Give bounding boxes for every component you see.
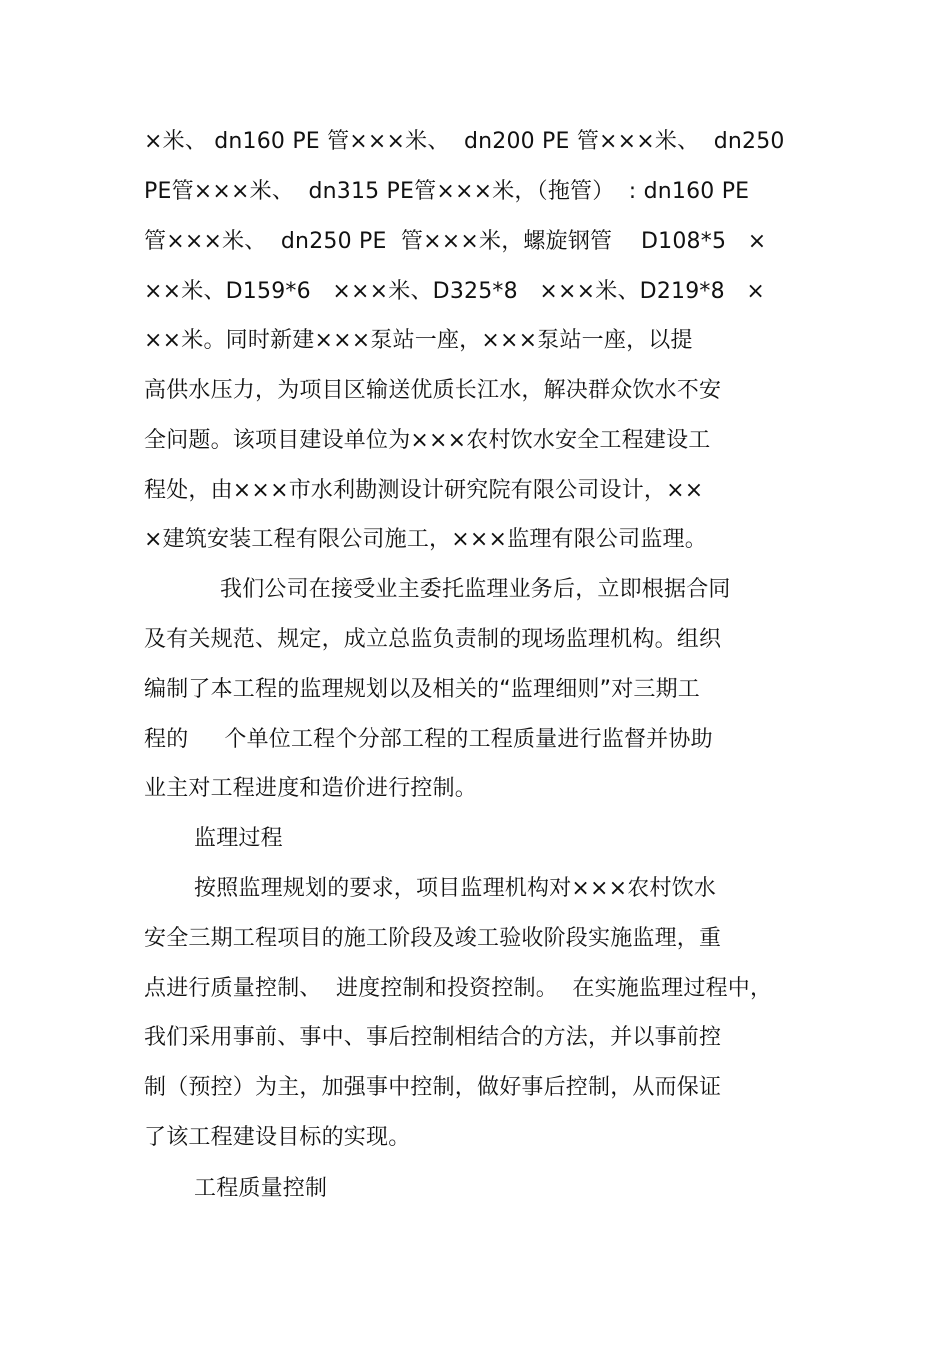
text-line: ×米、 dn160 PE 管×××米、 dn200 PE 管×××米、 dn250: [144, 129, 785, 154]
text-line: PE管×××米、 dn315 PE管×××米，（拖管） : dn160 PE: [144, 179, 750, 204]
text-line: 点进行质量控制、 进度控制和投资控制。 在实施监理过程中，: [144, 976, 773, 1001]
text-line: 了该工程建设目标的实现。: [144, 1125, 411, 1150]
text-line: ××米、D159*6 ×××米、D325*8 ×××米、D219*8 ×: [144, 279, 766, 304]
paragraph-first-line: 我们公司在接受业主委托监理业务后，立即根据合同: [220, 577, 731, 602]
text-line: 高供水压力，为项目区输送优质长江水，解决群众饮水不安: [144, 378, 722, 403]
text-line: 业主对工程进度和造价进行控制。: [144, 776, 478, 801]
text-line: 程的 个单位工程个分部工程的工程质量进行监督并协助: [144, 727, 713, 752]
text-line: 程处，由×××市水利勘测设计研究院有限公司设计，××: [144, 478, 704, 503]
text-line: 我们采用事前、事中、事后控制相结合的方法，并以事前控: [144, 1025, 722, 1050]
text-line: 全问题。该项目建设单位为×××农村饮水安全工程建设工: [144, 428, 711, 453]
text-line: 安全三期工程项目的施工阶段及竣工验收阶段实施监理，重: [144, 926, 722, 951]
text-line: 及有关规范、规定，成立总监负责制的现场监理机构。组织: [144, 627, 722, 652]
text-line: 编制了本工程的监理规划以及相关的“监理细则”对三期工: [144, 677, 700, 702]
section-heading: 工程质量控制: [194, 1176, 328, 1201]
text-line: ×建筑安装工程有限公司施工，×××监理有限公司监理。: [144, 527, 707, 552]
text-line: 管×××米、 dn250 PE 管×××米，螺旋钢管 D108*5 ×: [144, 229, 767, 254]
section-heading: 监理过程: [194, 826, 283, 851]
paragraph-first-line: 按照监理规划的要求，项目监理机构对×××农村饮水: [194, 876, 717, 901]
text-line: ××米。同时新建×××泵站一座，×××泵站一座，以提: [144, 328, 693, 353]
text-line: 制（预控）为主，加强事中控制，做好事后控制，从而保证: [144, 1075, 722, 1100]
